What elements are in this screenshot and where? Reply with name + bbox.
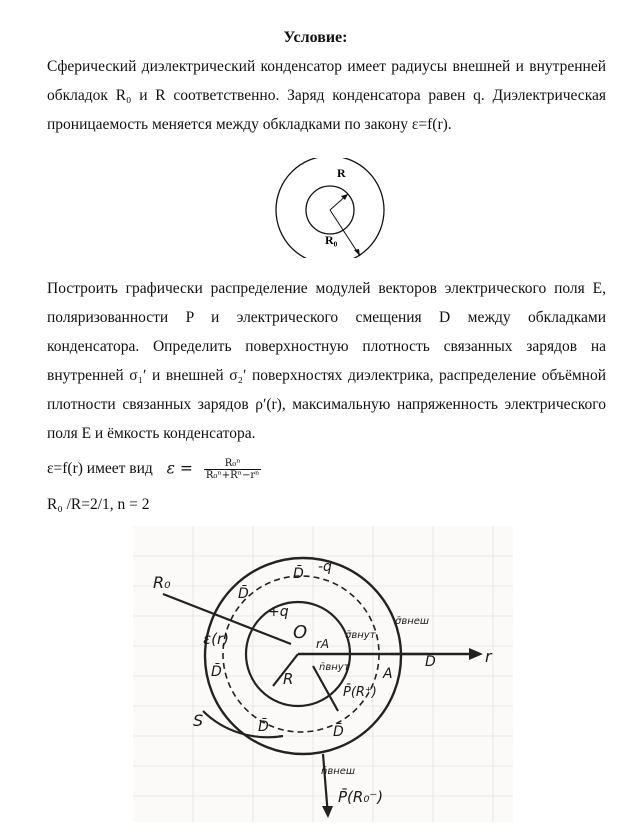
formula-denominator: R₀ⁿ+Rⁿ−rⁿ [205,470,260,481]
formula [167,458,262,481]
label-sigma-vnesh: σ̄внеш [395,616,430,627]
label-P-R0: P̄(R₀⁻) [338,788,384,806]
formula-numerator: R₀ⁿ [204,458,262,470]
label-R0: R₀ [325,233,338,247]
handwritten-sketch [133,526,513,822]
label-R: R [337,166,346,180]
label-D-3: D̄ [211,664,222,680]
label-plus-q: +q [268,604,289,620]
label-n-vnesh: n̄внеш [321,766,356,777]
label-r: r [485,647,492,666]
label-n-vnut: n̄внут [319,662,350,673]
formula-intro: ε=f(r) имеет вид [47,460,153,478]
label-D-5: D̄ [333,724,344,740]
page-title: Условие: [283,29,348,46]
label-D-6: D̄ [425,654,436,670]
label-R0-hand: R₀ [153,573,171,592]
label-D-2: D̄ [293,566,304,582]
formula-line [47,458,261,481]
formula-fraction [204,458,262,481]
formula-lhs: ε = [166,459,193,478]
problem-paragraph-1: Сферический диэлектрический конденсатор имеет радиусы внешней и внутренней обкладок R₀ и R соответственно. Заряд конденсатора равен q. Диэлектрическая проницаемость меняется между обкладками по закону ε=f(r). [47,58,606,133]
label-A: A [383,666,393,682]
label-ra: rA [316,637,330,651]
label-sigma-vnut: σ̄внут [345,630,376,641]
label-D-4: D̄ [258,719,269,735]
capacitor-diagram [275,158,395,258]
label-eps: ε(r) [203,630,229,648]
label-P-R: P̄(R⁺) [343,685,377,700]
label-O: O [293,622,308,643]
label-D-1: D̄ [238,586,249,602]
problem-paragraph-2: Построить графически распределение модулей векторов электрического поля E, поляризованности P и электрического смещения D между обкладками конденсатора. Определить поверхностную плотность связанных зарядов на внутренней σ₁ʹ и внешней σ₂ʹ поверхностях диэлектрика, распределение объёмной плотности связанных зарядов ρʹ(r), максимальную напряженность электрического поля E и ёмкость конденсатора. [47,280,606,442]
label-R-hand: R [283,670,294,688]
params-line: R₀ /R=2/1, n = 2 [47,496,150,513]
label-minus-q: -q [318,559,332,575]
label-S: S [193,711,204,730]
